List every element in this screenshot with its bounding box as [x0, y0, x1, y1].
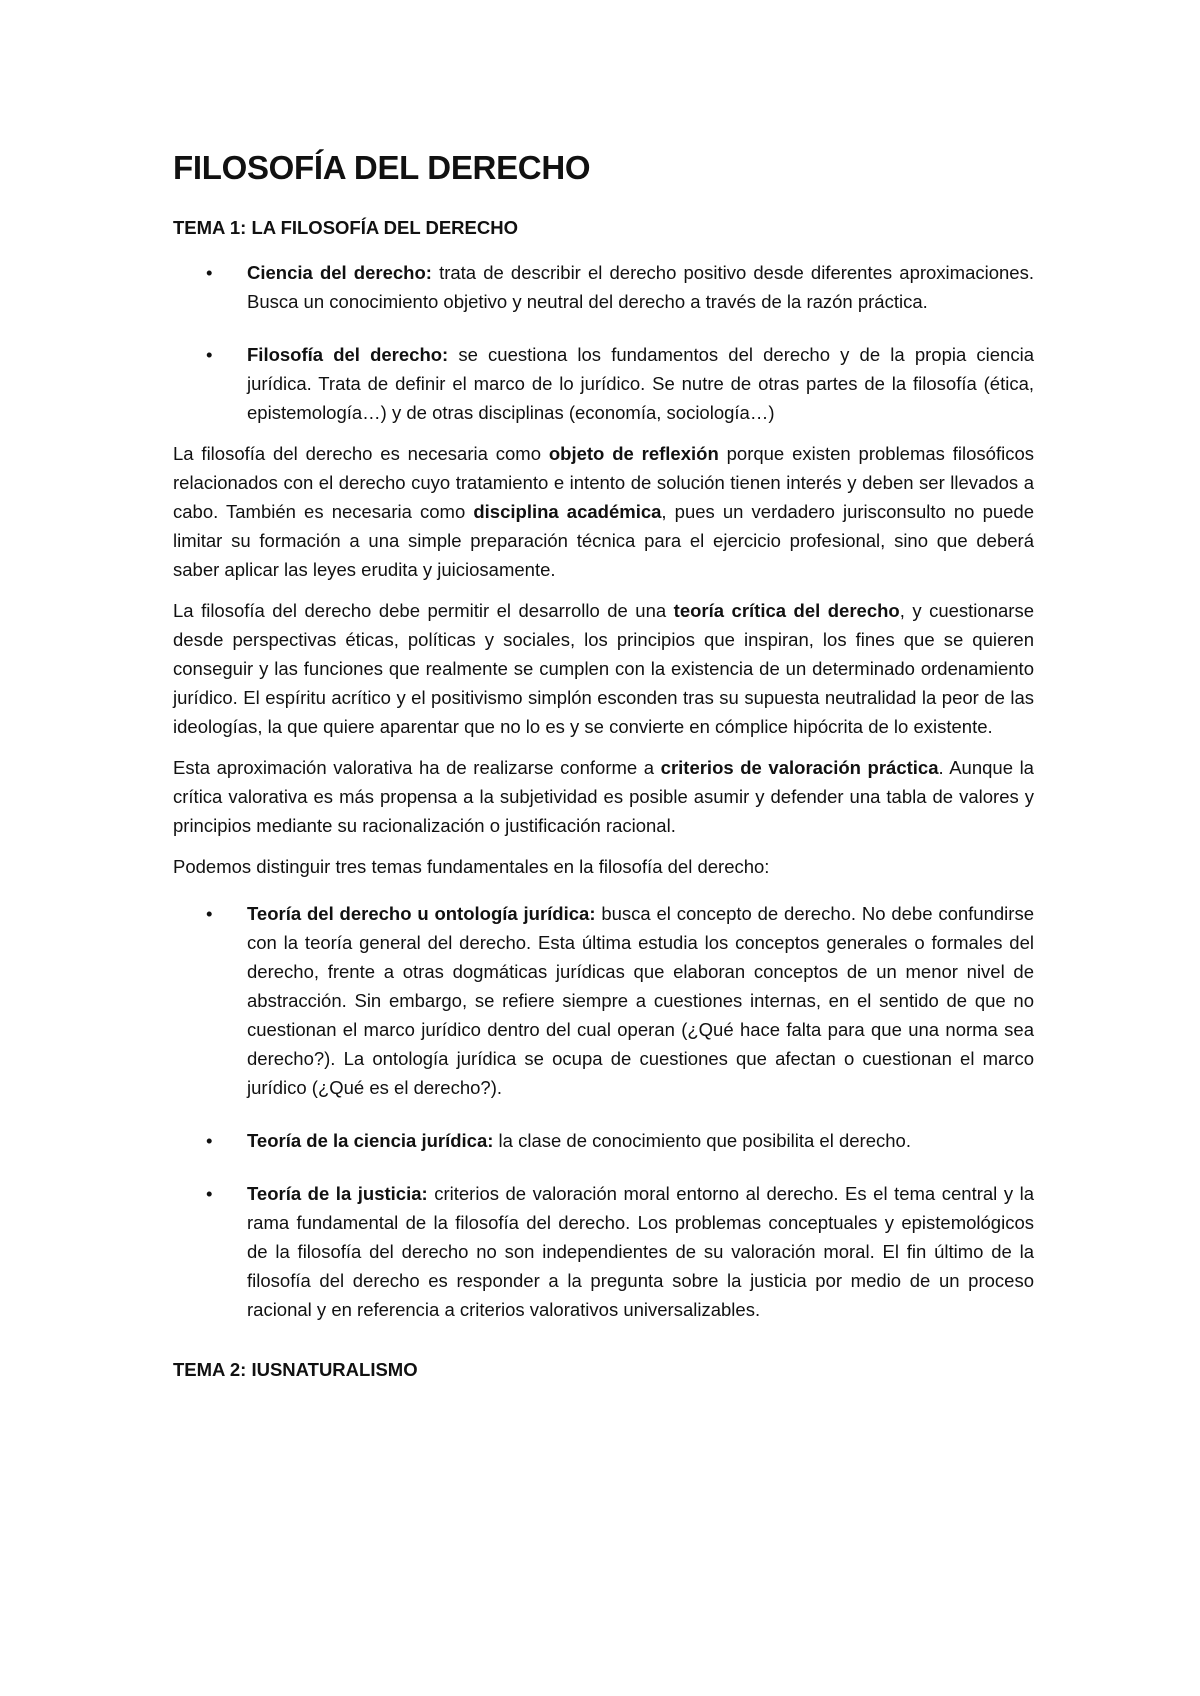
emphasis-objeto-de-reflexion: objeto de reflexión — [548, 442, 719, 464]
term-ciencia-del-derecho: Ciencia del derecho: — [247, 261, 432, 283]
bullet-icon: • — [206, 343, 213, 365]
definition-text: trata de describir el derecho positivo desde diferentes aproximaciones. Busca un conocimiento objetivo y neutral del derecho a través de la razón práctica. — [247, 261, 1034, 312]
paragraph-criterios — [173, 753, 1034, 840]
term-teoria-ciencia-juridica: Teoría de la ciencia jurídica: — [247, 1129, 494, 1151]
paragraph-necesidad — [173, 439, 1034, 584]
paragraph-text: La filosofía del derecho es necesaria como — [173, 442, 549, 464]
paragraph-text: , y cuestionarse desde perspectivas éticas, políticas y sociales, los principios que inspiran, los fines que se quieren conseguir y las funciones que realmente se cumplen con la existencia de un determinado ordenamiento jurídico. El espíritu acrítico y el positivismo simplón esconden tras su supuesta neutralidad la peor de las ideologías, la que quiere aparentar que no lo es y se convierte en cómplice hipócrita de lo existente. — [173, 599, 1034, 737]
term-teoria-de-la-justicia: Teoría de la justicia: — [247, 1182, 428, 1204]
document-content — [173, 148, 1034, 1400]
bullet-icon: • — [206, 902, 213, 924]
definition-text: criterios de valoración moral entorno al derecho. Es el tema central y la rama fundamental de la filosofía del derecho. Los problemas conceptuales y epistemológicos de la filosofía del derecho no son independientes de su valoración moral. El fin último de la filosofía del derecho es responder a la pregunta sobre la justicia por medio de un proceso racional y en referencia a criterios valorativos universalizables. — [247, 1182, 1034, 1320]
term-teoria-del-derecho: Teoría del derecho u ontología jurídica: — [247, 902, 596, 924]
section-heading-tema-2: TEMA 2: IUSNATURALISMO — [173, 1358, 418, 1380]
term-filosofia-del-derecho: Filosofía del derecho: — [247, 343, 449, 365]
bullet-icon: • — [206, 1129, 213, 1151]
emphasis-teoria-critica: teoría crítica del derecho — [673, 599, 900, 621]
paragraph-teoria-critica — [173, 596, 1034, 741]
section-heading-tema-1: TEMA 1: LA FILOSOFÍA DEL DERECHO — [173, 216, 518, 238]
bullet-icon: • — [206, 261, 213, 283]
emphasis-criterios-valoracion: criterios de valoración práctica — [660, 756, 939, 778]
definition-text: la clase de conocimiento que posibilita el derecho. — [493, 1129, 911, 1151]
list-item-teoria-ciencia-juridica — [173, 1126, 1034, 1155]
definitions-list — [173, 258, 1034, 427]
list-item-teoria-del-derecho — [173, 899, 1034, 1102]
paragraph-tres-temas: Podemos distinguir tres temas fundamentales en la filosofía del derecho: — [173, 855, 770, 877]
list-item-filosofia-del-derecho — [173, 340, 1034, 427]
paragraph-text: porque existen problemas filosóficos relacionados con el derecho cuyo tratamiento e intento de solución tienen interés y deben ser llevados a cabo. También es necesaria como — [173, 442, 1035, 522]
paragraph-text: . Aunque la crítica valorativa es más propensa a la subjetividad es posible asumir y defender una tabla de valores y principios mediante su racionalización o justificación racional. — [173, 756, 1034, 836]
paragraph-text: La filosofía del derecho debe permitir el desarrollo de una — [173, 599, 674, 621]
bullet-icon: • — [206, 1182, 213, 1204]
definition-text: busca el concepto de derecho. No debe confundirse con la teoría general del derecho. Esta última estudia los conceptos generales o formales del derecho, frente a otras dogmáticas jurídicas que elaboran conceptos de un menor nivel de abstracción. Sin embargo, se refiere siempre a cuestiones internas, en el sentido de que no cuestionan el marco jurídico dentro del cual operan (¿Qué hace falta para que una norma sea derecho?). La ontología jurídica se ocupa de cuestiones que afectan o cuestionan el marco jurídico (¿Qué es el derecho?). — [247, 902, 1034, 1098]
list-item-ciencia-del-derecho — [173, 258, 1034, 316]
list-item-teoria-de-la-justicia — [173, 1179, 1034, 1324]
paragraph-text: Esta aproximación valorativa ha de realizarse conforme a — [173, 756, 661, 778]
emphasis-disciplina-academica: disciplina académica — [473, 500, 662, 522]
page-title: FILOSOFÍA DEL DERECHO — [173, 149, 591, 186]
definition-text: se cuestiona los fundamentos del derecho y de la propia ciencia jurídica. Trata de definir el marco de lo jurídico. Se nutre de otras partes de la filosofía (ética, epistemología…) y de otras disciplinas (economía, sociología…) — [247, 343, 1034, 423]
themes-list — [173, 899, 1034, 1324]
paragraph-text: , pues un verdadero jurisconsulto no puede limitar su formación a una simple preparación técnica para el ejercicio profesional, sino que deberá saber aplicar las leyes erudita y juiciosamente. — [173, 500, 1035, 580]
